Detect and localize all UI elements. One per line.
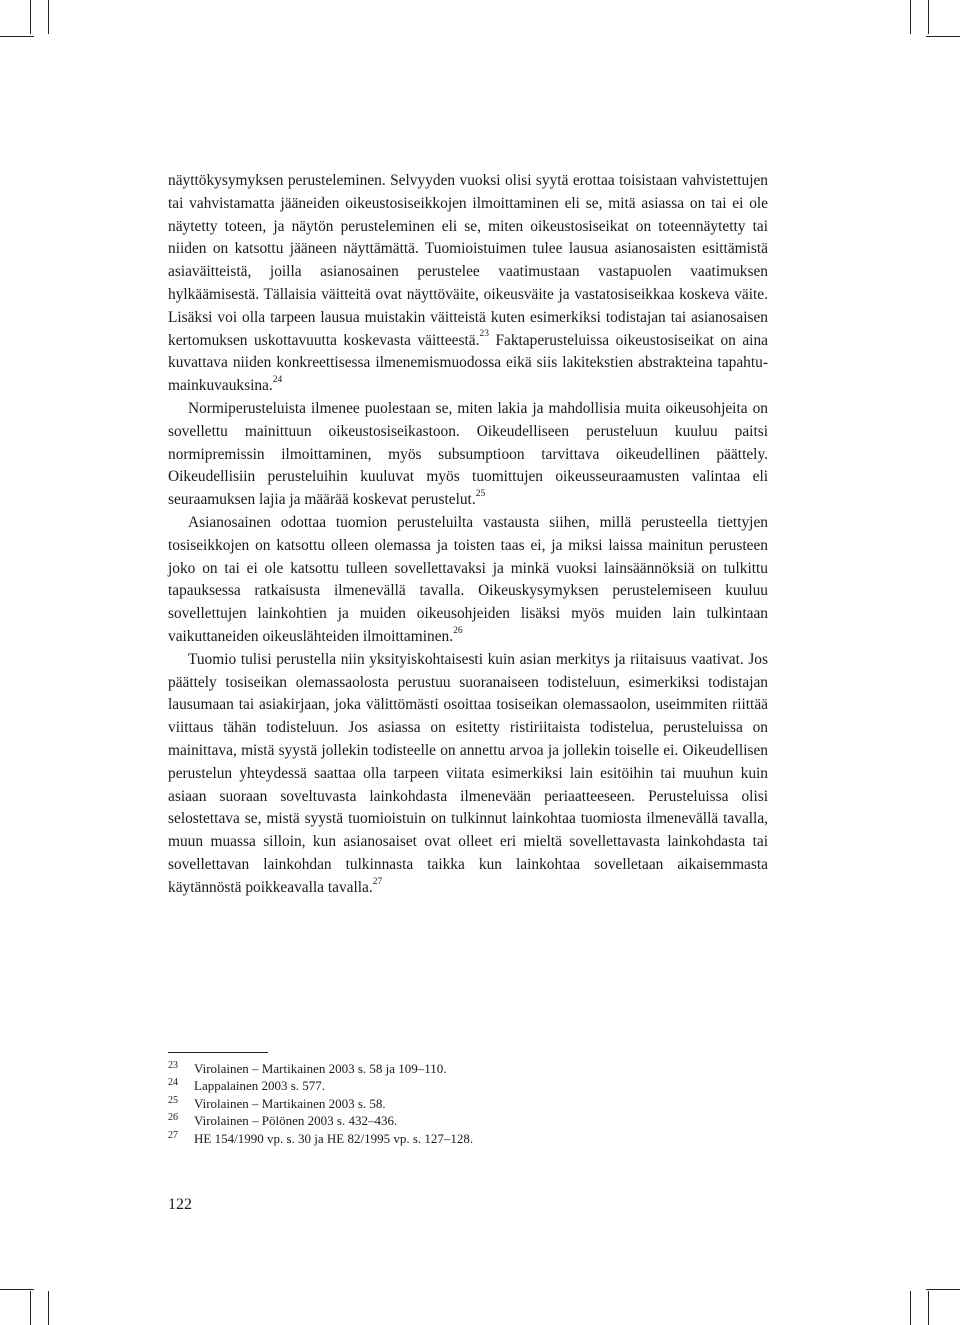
paragraph-text: näyttökysymyksen perusteleminen. Selvyyden vuoksi olisi syytä erottaa toisistaan vahvistettujen tai vahvistamatta jääneiden oikeustosiseikkojen ilmoittaminen eli se, mitä asiassa on tai ei ole näytetty toteen, ja näytön perusteleminen eli se, miten oikeustosiseikat on toteennäytetty tai niiden on katsottu jääneen näyttämättä. Tuomioistuimen tulee lausua asianosaisten esittämistä asiaväitteistä, joilla asianosainen perustelee vaatimustaan vastapuolen vaatimuksen hylkäämisestä. Tällaisia väitteitä ovat näyttöväite, oikeusväite ja vastatosiseikkaa koskeva väite. Lisäksi voi olla tarpeen lausua muistakin väitteistä kuten esimerkiksi todistajan tai asianosaisen kertomuksen uskottavuutta koskevasta väitteestä. [168,172,768,349]
crop-mark [48,0,49,34]
footnote-text: Virolainen – Pölönen 2003 s. 432–436. [194,1113,398,1129]
footnote-divider [168,1052,268,1053]
footnote [168,1112,768,1129]
footnote-number: 27 [168,1129,178,1141]
paragraph-text: Normiperusteluista ilmenee puolestaan se, miten lakia ja mahdollisia muita oikeusohjeita on sovellettu mainittuun oikeustosiseikastoon. Oikeudelliseen perusteluun kuuluu paitsi normipremissin ilmoittaminen, myös subsumptioon tarvittava oikeudellinen päättely. Oikeudellisiin perusteluihin kuuluvat myös tuomittujen oikeusseuraamusten valintaa eli seuraamuksen lajia ja määrää koskevat perustelut. [168,399,768,509]
paragraph [168,512,768,649]
footnotes [168,1060,768,1147]
crop-mark [48,1291,49,1325]
crop-mark [910,0,911,34]
paragraph [168,649,768,900]
crop-mark [926,1289,960,1290]
paragraph [168,170,768,398]
footnote [168,1077,768,1094]
crop-mark [0,1289,34,1290]
footnote-text: Lappalainen 2003 s. 577. [194,1078,326,1094]
crop-mark [910,1291,911,1325]
footnote-number: 23 [168,1060,178,1071]
body-text [168,170,768,900]
crop-mark [0,36,34,37]
paragraph-text: Tuomio tulisi perustella niin yksityiskohtaisesti kuin asian merkitys ja riitaisuus vaativat. Jos päättely tosiseikan olemassaolosta perustuu suoranaiseen todisteluun, esimerkiksi todistajan lausumaan tai asiakirjaan, joka välittömästi osoittaa tosiseikan olemassaolon, useimmiten riittää viittaus tähän todisteluun. Jos asiassa on esitetty ristiriitaista todistelua, perusteluissa on mainittava, mistä syystä jollekin todisteelle on annettu arvoa ja jollekin toiselle ei. Oikeudellisen perustelun yhteydessä saattaa olla tarpeen viitata esimerkiksi lain esitöihin tai muuhun kuin asiaan suoraan soveltuvasta lainkohdasta ilmenevään periaatteeseen. Perusteluissa olisi selostettava se, mistä syystä tuomioistuin on tulkinnut lainkohtaa tuomiosta ilmenevällä tavalla, muun muassa silloin, kun asianosaiset ovat olleet eri mieltä sovellettavasta lainkohdasta tai sovellettavan lainkohdan tulkinnasta taikka kun lainkohtaa sovelletaan aikaisemmasta käytännöstä poikkeavalla tavalla. [168,650,768,896]
footnote-text: Virolainen – Martikainen 2003 s. 58. [194,1095,386,1111]
footnote-number: 24 [168,1077,178,1089]
footnote-text: HE 154/1990 vp. s. 30 ja HE 82/1995 vp. s. 127–128. [194,1130,474,1146]
crop-mark [928,0,929,34]
footnote [168,1095,768,1112]
paragraph [168,398,768,512]
paragraph-text: Asianosainen odottaa tuomion perusteluilta vastausta siihen, millä perusteella tiettyjen tosiseikkojen on katsottu olleen olemassa ja toisten taas ei, ja miksi laissa mainitun perusteen joko on tai ei ole katsottu tulleen sovellettavaksi ja minkä vuoksi lainsäännöksiä on tulkittu tapauksessa ratkaisusta ilmenevällä tavalla. Oikeuskysymyksen perustelemiseen kuuluu sovellettujen lainkohtien ja muiden oikeusohjeiden lisäksi myös muiden lain tulkintaan vaikuttaneiden oikeuslähteiden ilmoittaminen. [168,513,768,645]
footnote [168,1060,768,1077]
footnote-text: Virolainen – Martikainen 2003 s. 58 ja 109–110. [194,1061,447,1076]
footnote-ref[interactable]: 24 [272,375,283,386]
footnote-number: 25 [168,1094,178,1106]
crop-mark [926,36,960,37]
page-number: 122 [168,1196,192,1213]
footnote-ref[interactable]: 23 [479,329,489,340]
paragraph-text: Faktaperusteluissa oikeustosiseikat on aina kuvattava niiden konkreettisessa ilmenemismuodossa eikä siis lakitekstien abstrakteina tapahtumainkuvauksina. [168,331,768,395]
footnote [168,1130,768,1147]
crop-mark [30,0,31,34]
crop-mark [30,1291,31,1325]
footnote-ref[interactable]: 26 [453,625,463,636]
crop-mark [928,1291,929,1325]
footnote-ref[interactable]: 25 [475,489,486,500]
footnote-number: 26 [168,1112,178,1124]
footnote-ref[interactable]: 27 [372,876,383,887]
